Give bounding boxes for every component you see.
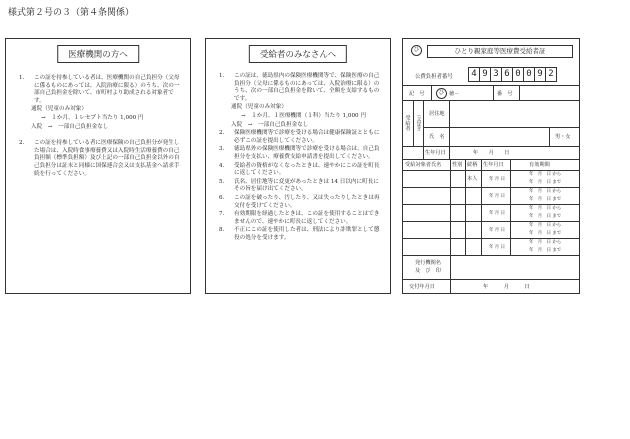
recipient-row xyxy=(403,100,579,147)
payer-digit: 2 xyxy=(545,67,557,82)
row-dob: 年 月 日 xyxy=(489,210,505,216)
payer-digit: 6 xyxy=(501,67,513,82)
list-item: 入院 → 一部自己負担金なし xyxy=(231,121,309,128)
dob-label: 生年月日 xyxy=(425,150,446,156)
panel-body xyxy=(16,75,182,179)
card-grid xyxy=(403,85,579,294)
symbol-suffix: 徳－ xyxy=(449,90,460,97)
dob-row xyxy=(403,146,579,160)
recipient-label: 受給者 xyxy=(404,115,411,131)
col-validity: 有効期間 xyxy=(529,162,550,168)
form-number: 様式第２号の３（第４条関係） xyxy=(8,8,135,18)
panel-recipient xyxy=(205,38,391,294)
period-to: 年 月 日 まで xyxy=(529,197,562,202)
panel-title: 医療機関の方へ xyxy=(57,45,139,63)
period-from: 年 月 日 から xyxy=(529,172,562,177)
list-item: 7. 有効期限を経過したときは、この証を使用することはできませんので、速やかに町長に返してください。 xyxy=(219,211,380,225)
panel-title: 受給者のみなさんへ xyxy=(249,45,347,63)
issue-date-label: 交付年月日 xyxy=(409,284,435,290)
symbol-circle: ひ xyxy=(436,88,447,99)
number-label: 番 号 xyxy=(497,90,513,97)
dob-value: 年 月 日 xyxy=(473,150,510,156)
payer-digits xyxy=(469,67,557,82)
table-row xyxy=(403,170,579,188)
panel-provider xyxy=(5,38,191,294)
name-label: 氏 名 xyxy=(429,134,445,140)
issuer-row xyxy=(403,255,579,280)
table-row xyxy=(403,187,579,205)
symbol-row xyxy=(403,86,579,101)
period-to: 年 月 日 まで xyxy=(529,231,562,236)
list-item: 2. この証を持参している者に医療保険の自己負担分が発生した場合は、入院時食事療養費又は入院時生活療養費の自己負担額（標準負担額）及び上記の一部自己負担金以外の自己負担分は証末と同様に国保連合会又は支払基金へ請求手続を行ってください。 xyxy=(19,140,180,177)
table-row xyxy=(403,238,579,256)
payer-digit: 0 xyxy=(523,67,535,82)
col-name: 受給対象者氏名 xyxy=(405,162,442,168)
list-item: → １か月、１レセプト当たり 1,000 円 xyxy=(41,114,144,121)
period-from: 年 月 日 から xyxy=(529,206,562,211)
list-item: 6. この証を破ったり、汚したり、又は失ったりしたときは再交付を受けてください。 xyxy=(219,194,380,209)
row-dob: 年 月 日 xyxy=(489,193,505,199)
row-dob: 年 月 日 xyxy=(489,176,505,182)
symbol-label: 記 号 xyxy=(409,90,425,97)
list-item: 1. この証は、徳島県内の保険医療機関等で、保険医療の自己負担分（父母に係るものにあっては、入院治療に限る）のうち、次の一部自己負担金を除いて、全額を支給するものです。 xyxy=(219,73,380,102)
payer-label: 公費負担者番号 xyxy=(415,74,453,80)
payer-digit: 9 xyxy=(479,67,491,82)
payer-digit: 4 xyxy=(468,67,480,82)
row-dob: 年 月 日 xyxy=(489,244,505,250)
col-dob: 生年月日 xyxy=(483,162,504,168)
list-item: 8. 不正にこの証を使用した者は、刑法により詐欺罪として懲役の処分を受けます。 xyxy=(219,227,380,241)
payer-digit: 0 xyxy=(512,67,524,82)
list-item: 3. 徳島県外の保険医療機関等で診療を受ける場合は、自己負担分を支払い、療養費支給申請書を提出してください。 xyxy=(219,146,380,160)
card-circle-mark: ひ xyxy=(411,45,422,56)
table-row xyxy=(403,204,579,222)
period-from: 年 月 日 から xyxy=(529,223,562,228)
list-item: 通院（児童のみ対象） xyxy=(31,106,87,113)
issue-date-value: 年 月 日 xyxy=(483,284,530,290)
list-item: 通院（児童のみ対象） xyxy=(231,104,287,111)
list-item: 入院 → 一部自己負担金なし xyxy=(31,123,109,130)
issuer-label: 発行機関名 xyxy=(415,260,441,266)
recipient-card xyxy=(402,38,580,294)
list-item: → １か月、１医療機関（１科）当たり 1,000 円 xyxy=(241,112,366,119)
col-sex: 性別 xyxy=(452,162,463,168)
payer-digit: 3 xyxy=(490,67,502,82)
period-to: 年 月 日 まで xyxy=(529,214,562,219)
list-item: 5. 氏名、居住地等に変更があったときは 14 日以内に町長にその旨を届け出てください。 xyxy=(219,178,379,193)
period-from: 年 月 日 から xyxy=(529,240,562,245)
col-relation: 続柄 xyxy=(467,162,478,168)
table-row xyxy=(403,221,579,239)
list-item: 1. この証を持参している者は、医療機関の自己負担分（父母に係るものにあっては、入院治療に限る）のうち、次の一部自己負担金を除いて、市町村より助成される対象者です。 xyxy=(19,75,180,104)
address-label: 居住地 xyxy=(429,111,445,117)
period-from: 年 月 日 から xyxy=(529,189,562,194)
list-item: 2. 保険医療機関等で診療を受ける場合は健康保険証とともに必ずこの証を提出してください。 xyxy=(219,130,380,144)
list-item: 4. 受給者の資格がなくなったときは、速やかにこの証を町長に返してください。 xyxy=(219,162,380,177)
self-label: 本人 xyxy=(467,176,478,182)
payer-digit: 9 xyxy=(534,67,546,82)
sex-label: 男・女 xyxy=(555,134,571,140)
issue-date-row xyxy=(403,279,579,294)
card-title: ひとり親家庭等医療費受給者証 xyxy=(427,45,573,58)
period-to: 年 月 日 まで xyxy=(529,248,562,253)
seal-label: 及 び 印 xyxy=(415,268,441,274)
period-to: 年 月 日 まで xyxy=(529,180,562,185)
row-dob: 年 月 日 xyxy=(489,227,505,233)
panel-body xyxy=(216,73,382,243)
parent-label: （父母等） xyxy=(416,112,421,134)
